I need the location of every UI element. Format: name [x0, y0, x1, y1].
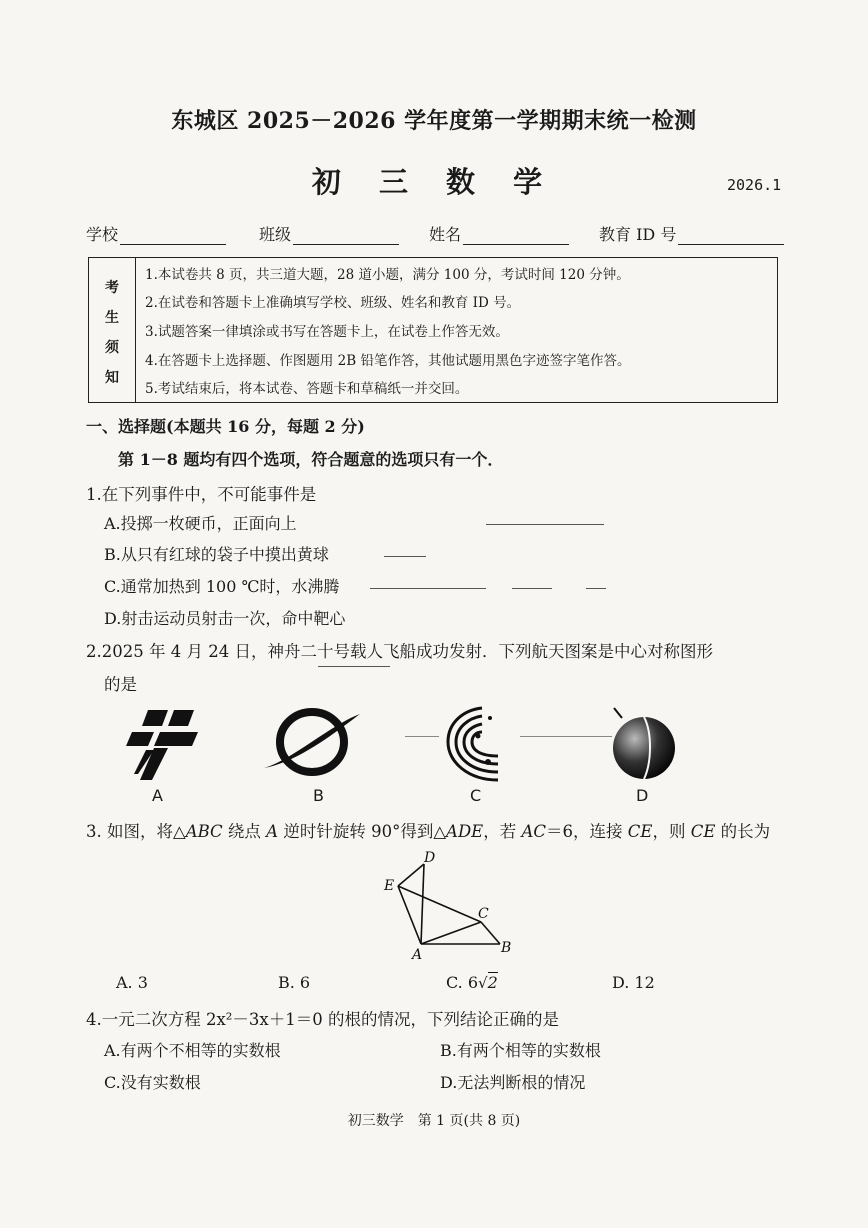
- edu-id-field[interactable]: [599, 222, 784, 245]
- scan-artifact-line: [520, 736, 612, 737]
- q2-stem-line1: 2.2025 年 4 月 24 日，神舟二十号载人飞船成功发射．下列航天图案是中心对称图形: [86, 642, 713, 661]
- name-field[interactable]: [429, 222, 569, 245]
- q4-option-b[interactable]: B.有两个相等的实数根: [440, 1041, 601, 1060]
- notice-item: 1.本试卷共 8 页，共三道大题，28 道小题，满分 100 分，考试时间 120 分钟。: [145, 267, 630, 283]
- figure-label-a: A: [412, 947, 423, 963]
- notice-item: 2.在试卷和答题卡上准确填写学校、班级、姓名和教育 ID 号。: [145, 295, 521, 311]
- notice-item: 4.在答题卡上选择题、作图题用 2B 铅笔作答，其他试题用黑色字迹签字笔作答。: [145, 353, 631, 369]
- class-blank[interactable]: [293, 228, 399, 245]
- q4-option-a[interactable]: A.有两个不相等的实数根: [104, 1041, 281, 1060]
- exam-title: 东城区 2025－2026 学年度第一学期期末统一检测: [171, 108, 697, 134]
- notice-side-char: 考: [105, 280, 119, 296]
- q4-option-c[interactable]: C.没有实数根: [104, 1073, 201, 1092]
- notice-item: 5.考试结束后，将本试卷、答题卡和草稿纸一并交回。: [145, 381, 469, 397]
- figure-label-d: D: [424, 850, 436, 866]
- name-label: 姓名: [429, 225, 462, 244]
- section-instruction: 第 1－8 题均有四个选项，符合题意的选项只有一个．: [118, 450, 504, 469]
- space-logo-a-image[interactable]: [124, 704, 204, 784]
- scan-artifact-line: [512, 588, 552, 589]
- notice-box: [88, 257, 778, 403]
- name-blank[interactable]: [463, 228, 569, 245]
- class-label: 班级: [259, 225, 292, 244]
- q1-stem: 1.在下列事件中，不可能事件是: [86, 485, 317, 504]
- figure-label-e: E: [384, 878, 395, 894]
- space-logo-c-image[interactable]: [440, 704, 516, 784]
- edu-id-label: 教育 ID 号: [599, 225, 677, 244]
- q2-label-c: C: [470, 786, 482, 805]
- section-heading: 一、选择题(本题共 16 分，每题 2 分): [86, 417, 365, 436]
- q3-option-d[interactable]: D. 12: [612, 973, 655, 992]
- q2-label-a: A: [152, 786, 163, 805]
- figure-label-b: B: [501, 940, 512, 956]
- scan-artifact-line: [405, 736, 439, 737]
- q4-option-d[interactable]: D.无法判断根的情况: [440, 1073, 586, 1092]
- space-logo-d-image[interactable]: [606, 706, 680, 782]
- subject-title: 初 三 数 学: [311, 165, 557, 199]
- school-blank[interactable]: [120, 228, 226, 245]
- q1-option-d[interactable]: D.射击运动员射击一次，命中靶心: [104, 609, 346, 628]
- q4-stem: 4.一元二次方程 2x²－3x＋1＝0 的根的情况，下列结论正确的是: [86, 1010, 559, 1029]
- notice-side-char: 须: [105, 340, 119, 356]
- space-logo-b-image[interactable]: [262, 708, 362, 776]
- q1-option-a[interactable]: A.投掷一枚硬币，正面向上: [104, 514, 297, 533]
- q2-label-b: B: [313, 786, 324, 805]
- notice-side-header: [89, 258, 136, 402]
- q1-option-b[interactable]: B.从只有红球的袋子中摸出黄球: [104, 545, 329, 564]
- q3-triangle-figure: [376, 844, 526, 964]
- school-label: 学校: [86, 225, 119, 244]
- school-field[interactable]: [86, 222, 226, 245]
- exam-date: 2026.1: [727, 176, 782, 194]
- q3-option-b[interactable]: B. 6: [278, 973, 311, 992]
- q2-label-d: D: [636, 786, 649, 805]
- q3-stem: 3. 如图，将△ABC 绕点 A 逆时针旋转 90°得到△ADE，若 AC＝6，连接 CE，则 CE 的长为: [86, 822, 771, 841]
- scan-artifact-line: [318, 666, 390, 667]
- q3-option-a[interactable]: A. 3: [116, 973, 148, 992]
- q1-option-c[interactable]: C.通常加热到 100 ℃时，水沸腾: [104, 577, 340, 596]
- q3-option-c[interactable]: C. 6√2: [446, 973, 498, 992]
- notice-side-char: 知: [105, 370, 119, 386]
- page-footer: 初三数学 第 1 页(共 8 页): [347, 1113, 521, 1129]
- notice-item: 3.试题答案一律填涂或书写在答题卡上，在试卷上作答无效。: [145, 324, 509, 340]
- edu-id-blank[interactable]: [678, 228, 784, 245]
- scan-artifact-line: [486, 524, 604, 525]
- notice-side-char: 生: [105, 310, 119, 326]
- scan-artifact-line: [586, 588, 606, 589]
- scan-artifact-line: [370, 588, 486, 589]
- scan-artifact-line: [384, 556, 426, 557]
- class-field[interactable]: [259, 222, 399, 245]
- figure-label-c: C: [478, 906, 489, 922]
- q2-stem-line2: 的是: [104, 675, 137, 694]
